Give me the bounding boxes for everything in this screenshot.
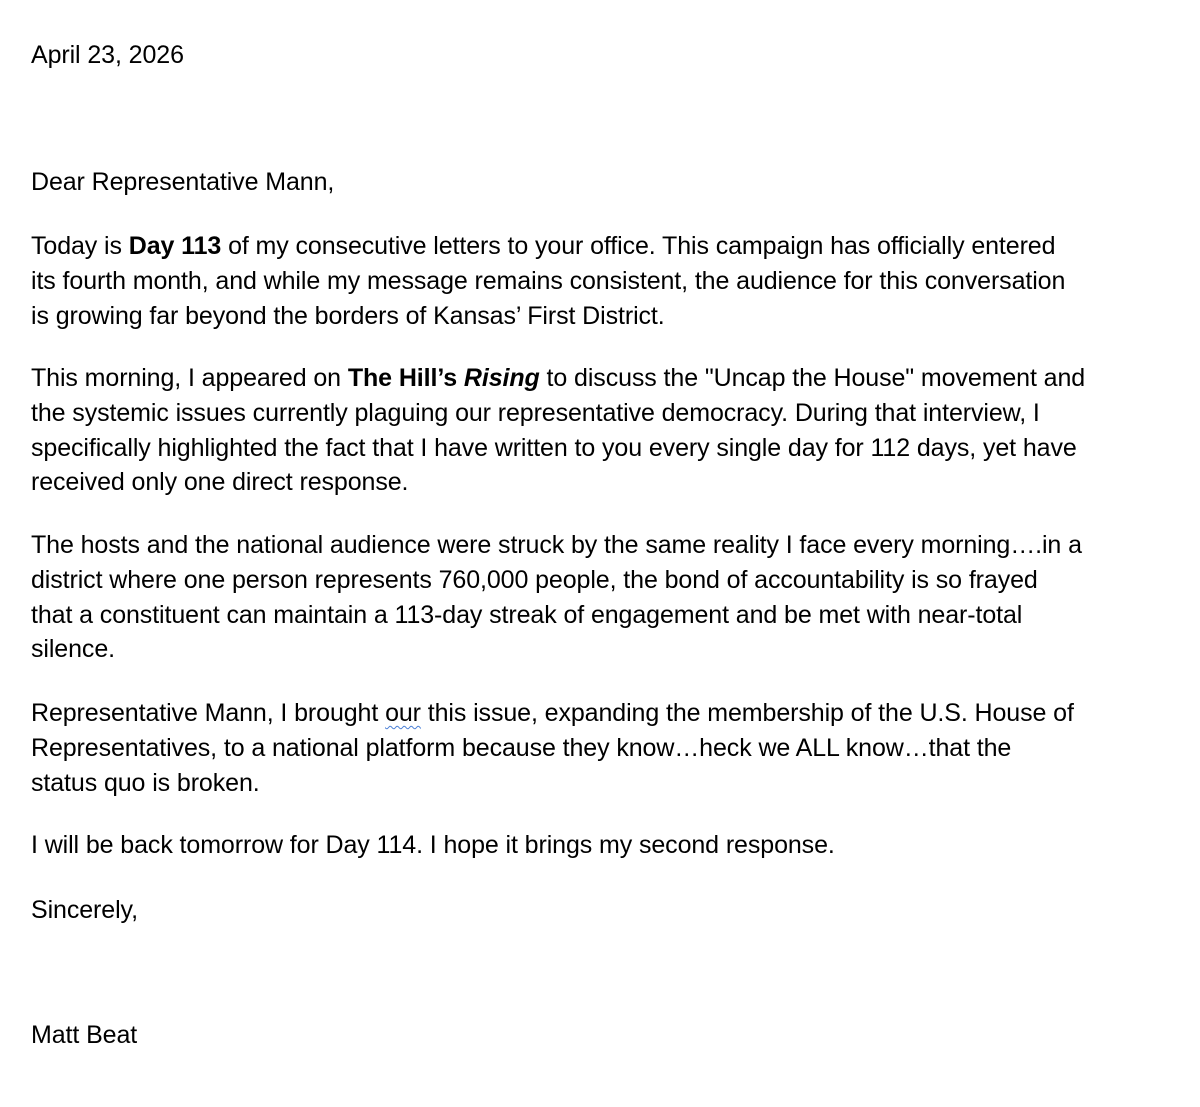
day-count-highlight: Day 113 <box>128 232 222 260</box>
paragraph-3-line-3: that a constituent can maintain a 113-day streak of engagement and be met with near-total <box>31 600 1023 629</box>
paragraph-1 <box>31 229 1161 333</box>
paragraph-2-line-4: received only one direct response. <box>31 468 409 497</box>
paragraph-2-line-3: specifically highlighted the fact that I have written to you every single day for 112 days, yet have <box>31 433 1077 462</box>
paragraph-2-line-2: the systemic issues currently plaguing our representative democracy. During that interview, I <box>31 398 1040 427</box>
letter-date: April 23, 2026 <box>31 41 184 69</box>
paragraph-5: I will be back tomorrow for Day 114. I hope it brings my second response. <box>31 831 835 859</box>
salutation: Dear Representative Mann, <box>31 168 335 196</box>
show-name-italic: Rising <box>463 364 540 392</box>
paragraph-1-line-3: is growing far beyond the borders of Kansas’ First District. <box>31 301 665 330</box>
closing: Sincerely, <box>31 896 138 924</box>
paragraph-4-line-2: Representatives, to a national platform because they know…heck we ALL know…that the <box>31 733 1012 762</box>
paragraph-3 <box>31 528 1161 667</box>
paragraph-2-line-1: This morning, I appeared on The Hill’s Rising to discuss the "Uncap the House" movement and <box>31 364 1086 392</box>
paragraph-3-line-1: The hosts and the national audience were struck by the same reality I face every morning….in a <box>31 531 1082 559</box>
paragraph-3-line-4: silence. <box>31 635 115 664</box>
paragraph-4-line-3: status quo is broken. <box>31 768 260 797</box>
paragraph-4 <box>31 696 1161 800</box>
paragraph-4-line-1: Representative Mann, I brought our this issue, expanding the membership of the U.S. House of <box>31 699 1074 727</box>
paragraph-1-line-2: its fourth month, and while my message remains consistent, the audience for this conversation <box>31 266 1066 295</box>
show-name-bold: The Hill’s <box>347 364 464 392</box>
spellcheck-flagged-word[interactable]: our <box>385 699 421 727</box>
paragraph-1-line-1: Today is Day 113 of my consecutive letters to your office. This campaign has officially entered <box>31 232 1056 260</box>
paragraph-2 <box>31 361 1161 500</box>
signature: Matt Beat <box>31 1021 138 1049</box>
paragraph-3-line-2: district where one person represents 760,000 people, the bond of accountability is so frayed <box>31 565 1038 594</box>
